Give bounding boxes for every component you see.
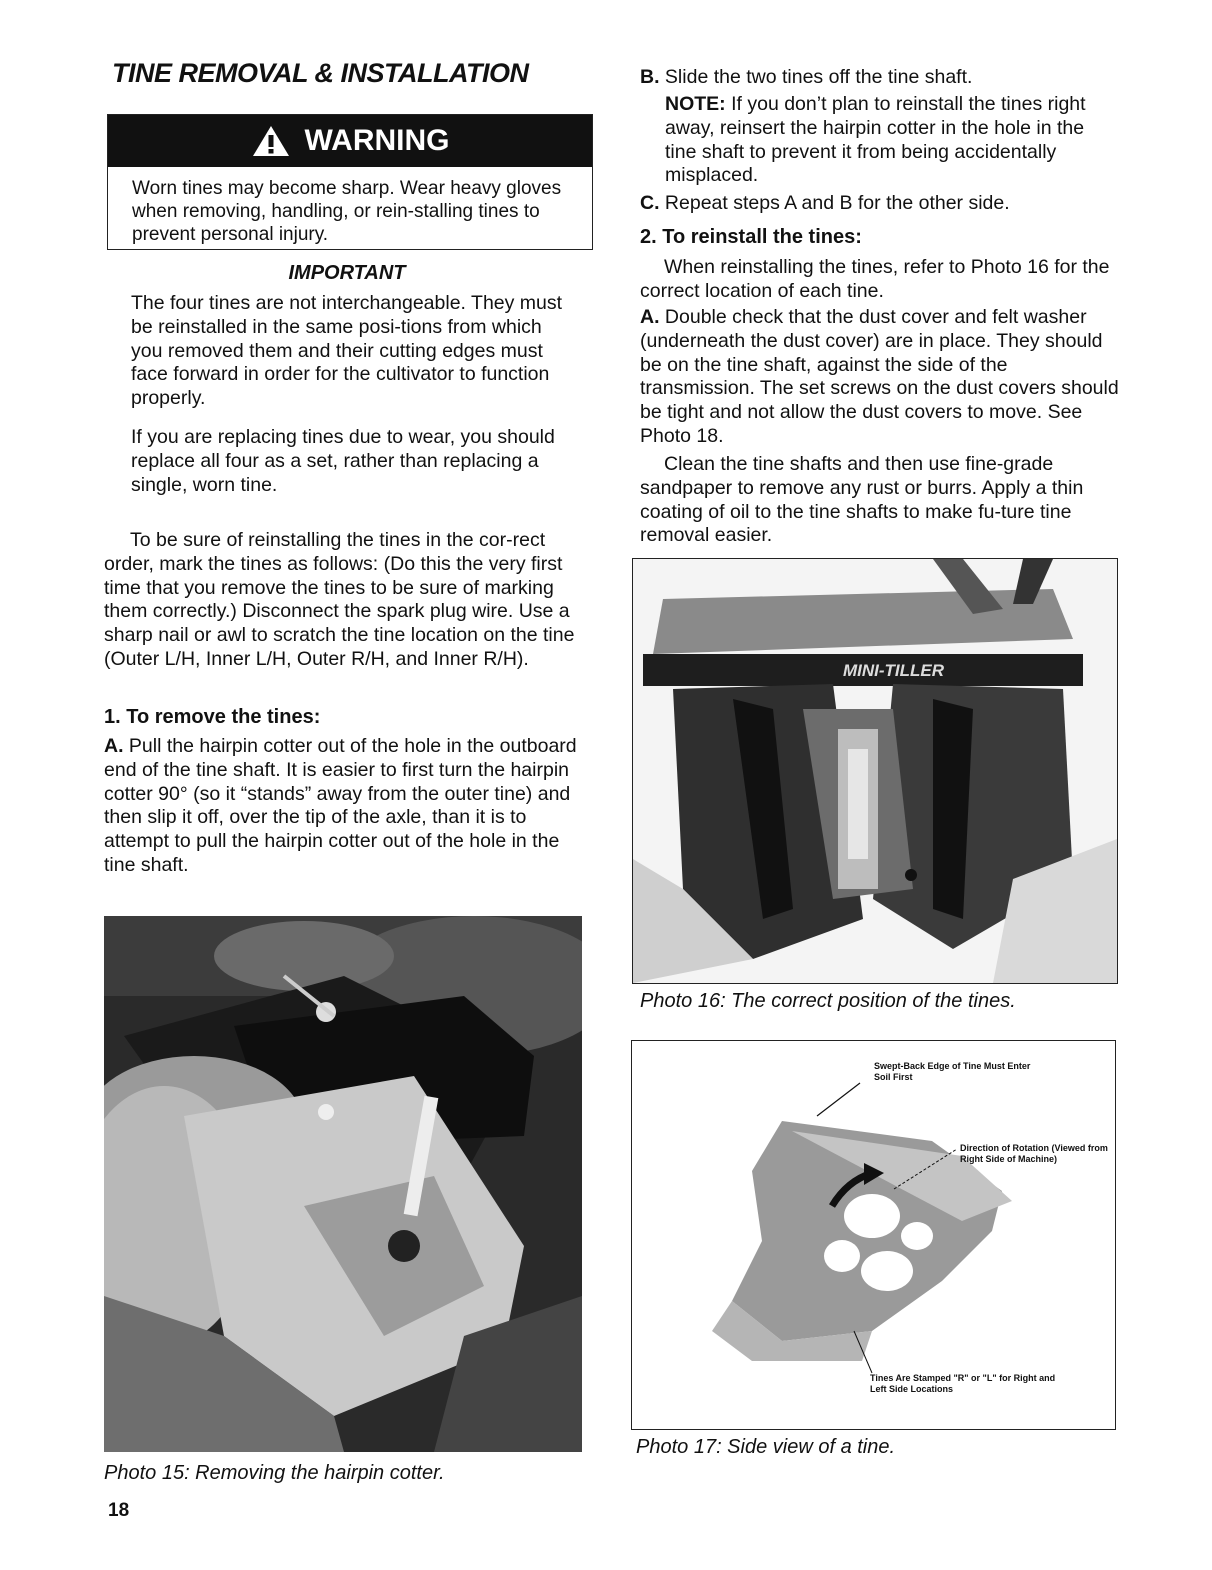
reinstall-step-a	[640, 306, 1124, 449]
label-direction-of-rotation: Direction of Rotation (Viewed from Right Side of Machine)	[960, 1143, 1108, 1164]
photo-17-caption: Photo 17: Side view of a tine.	[636, 1436, 896, 1458]
label-swept-back-edge: Swept-Back Edge of Tine Must Enter Soil First	[874, 1061, 1031, 1082]
step-a-label: A.	[104, 735, 124, 757]
photo-17-image	[632, 1041, 1115, 1429]
warning-banner	[108, 115, 592, 167]
step-b-label: B.	[640, 66, 660, 88]
photo-16	[632, 558, 1118, 984]
note-text: If you don’t plan to reinstall the tines right away, reinsert the hairpin cotter in the hole in the tine shaft to prevent it from being accidentally misplaced.	[665, 93, 1086, 187]
reinstall-intro: When reinstalling the tines, refer to Photo 16 for the correct location of each tine.	[640, 256, 1110, 302]
warning-label: WARNING	[304, 124, 450, 157]
page-number: 18	[108, 1500, 130, 1521]
note-label: NOTE:	[665, 93, 726, 115]
remove-step-c	[640, 192, 1124, 216]
section-title: TINE REMOVAL & INSTALLATION	[112, 58, 529, 88]
step-c-label: C.	[640, 192, 660, 214]
photo-16-image	[633, 559, 1117, 983]
warning-box	[107, 114, 593, 250]
intro-paragraph: To be sure of reinstalling the tines in the cor-rect order, mark the tines as follows: (Do this the very first time that you remove the tines to be sure of marking them correctly.) Disconnect the spark plug wire. Use a sharp nail or awl to scratch the tine location on the tine (Outer L/H, Inner L/H, Outer R/H, and Inner R/H).	[104, 529, 575, 670]
remove-note	[665, 93, 1115, 188]
step-b-text: Slide the two tines off the tine shaft.	[664, 66, 973, 88]
reinstall-clean-paragraph: Clean the tine shafts and then use fine-grade sandpaper to remove any rust or burrs. Apply a thin coating of oil to the tine shafts to make fu-ture tine removal easier.	[640, 453, 1084, 547]
photo-15-image	[104, 916, 582, 1452]
photo-15-caption: Photo 15: Removing the hairpin cotter.	[104, 1462, 445, 1484]
remove-heading: 1. To remove the tines:	[104, 706, 321, 728]
label-tines-stamped: Tines Are Stamped "R" or "L" for Right and Left Side Locations	[870, 1373, 1056, 1394]
photo-16-caption: Photo 16: The correct position of the tines.	[640, 990, 1016, 1012]
reinstall-step-a-label: A.	[640, 306, 660, 328]
warning-text: Worn tines may become sharp. Wear heavy gloves when removing, handling, or rein-stalling tines to prevent personal injury.	[132, 178, 562, 245]
step-c-text: Repeat steps A and B for the other side.	[664, 192, 1010, 214]
photo-17	[631, 1040, 1116, 1430]
photo-15	[104, 916, 582, 1452]
remove-step-a	[104, 735, 590, 878]
reinstall-heading: 2. To reinstall the tines:	[640, 226, 862, 248]
warning-triangle-icon	[251, 124, 291, 158]
remove-step-b	[640, 66, 1124, 90]
photo-16-brand: MINI-TILLER	[843, 661, 945, 680]
important-paragraph-1: The four tines are not interchangeable. They must be reinstalled in the same posi-tions from which you removed them and their cutting edges must face forward in order for the cultivator to function properly.	[131, 292, 563, 410]
reinstall-step-a-text: Double check that the dust cover and felt washer (underneath the dust cover) are in place. They should be on the tine shaft, against the side of the transmission. The set screws on the dust covers should be tight and not allow the dust covers to move. See Photo 18.	[640, 306, 1119, 447]
important-paragraph-2: If you are replacing tines due to wear, you should replace all four as a set, rather than replacing a single, worn tine.	[131, 426, 555, 496]
step-a-text: Pull the hairpin cotter out of the hole in the outboard end of the tine shaft. It is easier to first turn the hairpin cotter 90° (so it “stands” away from the outer tine) and then slip it off, over the tip of the axle, than it is to attempt to pull the hairpin cotter out of the hole in the tine shaft.	[104, 735, 577, 876]
important-heading: IMPORTANT	[288, 262, 406, 284]
